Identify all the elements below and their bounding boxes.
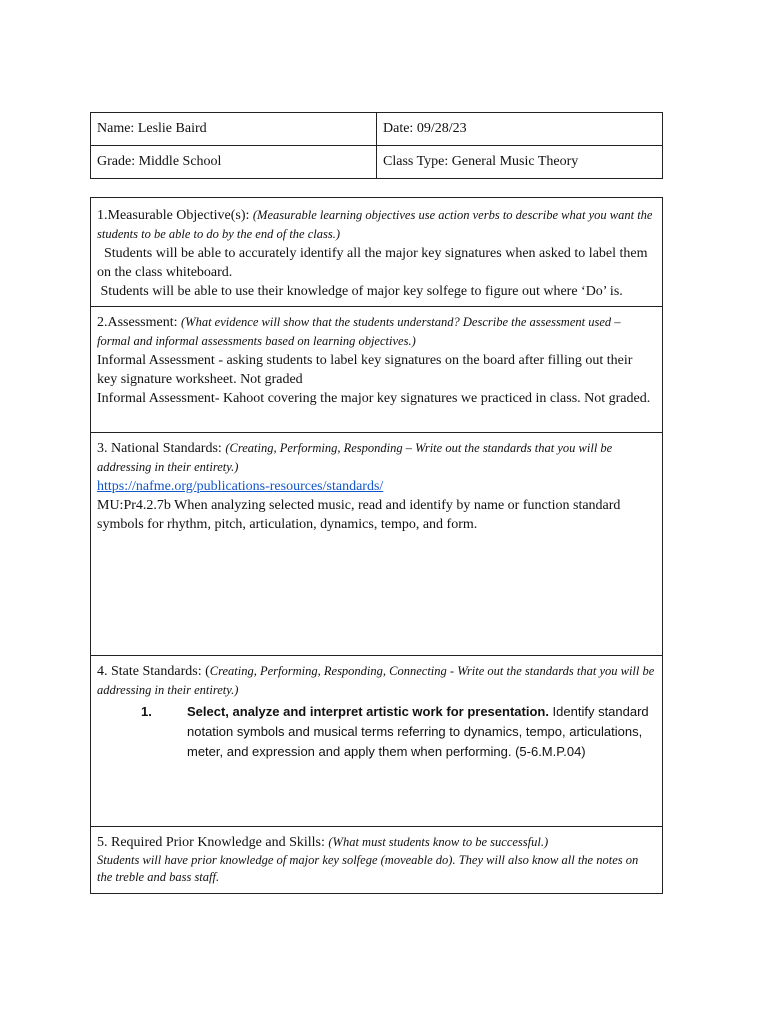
prior-heading: 5. Required Prior Knowledge and Skills: (97, 835, 329, 850)
prior-hint: (What must students know to be successful.) (328, 835, 549, 849)
state-body: Identify standard notation symbols and musical terms referring to dynamics, tempo, articulations, meter, and expression and apply them when performing. (5-6.M.P.04) (187, 704, 649, 759)
objective-line-1: Students will be able to accurately identify all the major key signatures when asked to label them on the class whiteboard. (97, 246, 652, 280)
objective-section (91, 198, 662, 306)
assessment-heading: 2.Assessment: (97, 315, 181, 330)
national-standards-section (91, 432, 662, 655)
national-hint: (Creating, Performing, Responding – Write out the standards that you will be addressing in their entirety.) (97, 441, 613, 474)
state-hint: Creating, Performing, Responding, Connecting - Write out the standards that you will be addressing in their entirety.) (97, 664, 655, 697)
standards-link[interactable]: https://nafme.org/publications-resources/standards/ (97, 479, 384, 494)
state-number: 1. (141, 704, 152, 719)
lesson-plan-table (90, 197, 663, 894)
national-heading: 3. National Standards: (97, 441, 226, 456)
assessment-line-2: Informal Assessment- Kahoot covering the major key signatures we practiced in class. Not graded. (97, 391, 651, 406)
class-type-cell: Class Type: General Music Theory (377, 146, 663, 179)
national-body: MU:Pr4.2.7b When analyzing selected music, read and identify by name or function standard symbols for rhythm, pitch, articulation, dynamics, tempo, and form. (97, 498, 621, 532)
objective-line-2: Students will be able to use their knowledge of major key solfege to figure out where ‘Do’ is. (97, 284, 623, 299)
objective-heading: 1.Measurable Objective(s): (97, 208, 253, 223)
objective-hint: (Measurable learning objectives use action verbs to describe what you want the students to be able to do by the end of the class.) (97, 208, 653, 241)
name-cell: Name: Leslie Baird (91, 113, 377, 146)
prior-knowledge-section (91, 826, 662, 893)
state-heading: 4. State Standards: ( (97, 664, 210, 679)
assessment-hint: (What evidence will show that the students understand? Describe the assessment used – formal and informal assessments based on learning objectives.) (97, 315, 621, 348)
assessment-line-1: Informal Assessment - asking students to label key signatures on the board after filling out their key signature worksheet. Not graded (97, 353, 633, 387)
date-cell: Date: 09/28/23 (377, 113, 663, 146)
prior-body: Students will have prior knowledge of major key solfege (moveable do). They will also know all the notes on the treble and bass staff. (97, 853, 639, 884)
assessment-section (91, 306, 662, 432)
state-standards-section (91, 655, 662, 826)
state-bold-text: Select, analyze and interpret artistic work for presentation. (187, 704, 549, 719)
header-table (90, 112, 663, 179)
grade-cell: Grade: Middle School (91, 146, 377, 179)
